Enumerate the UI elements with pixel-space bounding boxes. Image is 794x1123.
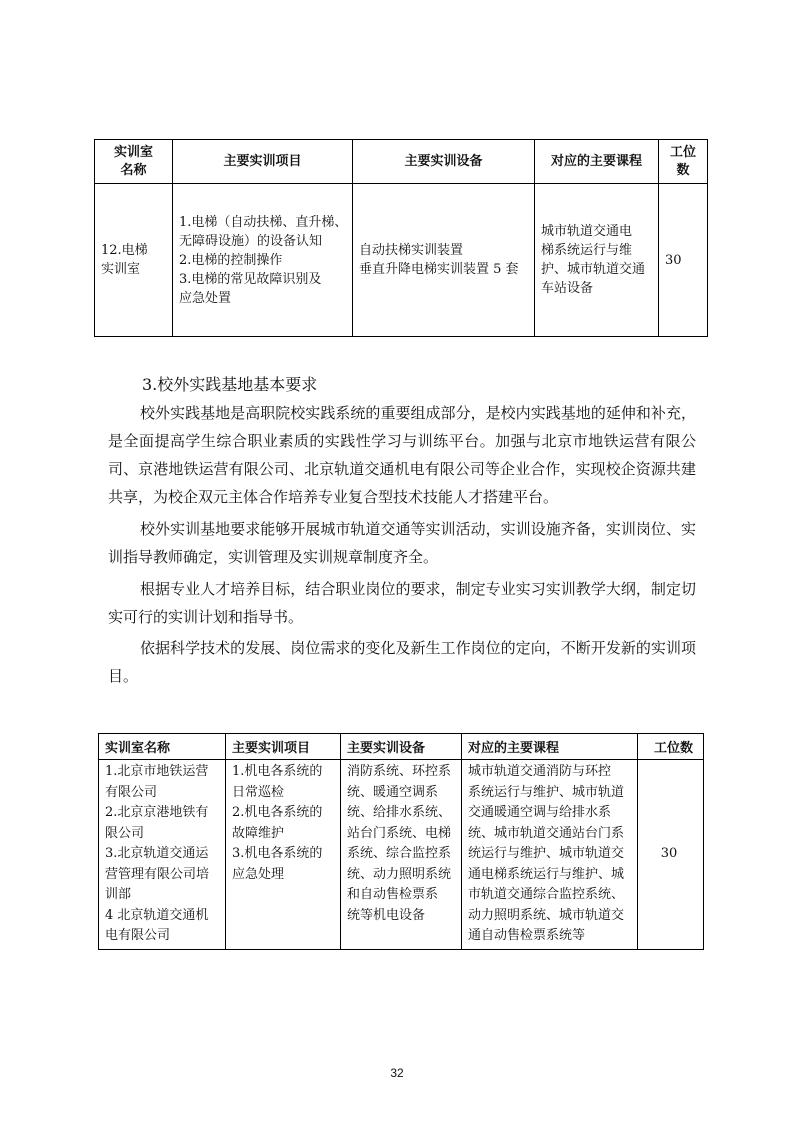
header-courses: 对应的主要课程 — [462, 734, 638, 760]
cell-companies: 1.北京市地铁运营 有限公司 2.北京京港地铁有 限公司 3.北京轨道交通运 营管理有限公司培 训部 4 北京轨道交通机 电有限公司 — [99, 760, 226, 950]
header-stations: 工位 数 — [659, 140, 708, 184]
header-lab-name: 实训室名称 — [99, 734, 226, 760]
cell-courses: 城市轨道交通消防与环控 系统运行与维护、城市轨道 交通暖通空调与给排水系 统、城市轨道交通站台门系 统运行与维护、城市轨道交 通电梯系统运行与维护、城 市轨道交通综合监控系统、 动力照明系统、城市轨道交 通自动售检票系统等 — [462, 760, 638, 950]
cell-equipment: 自动扶梯实训装置 垂直升降电梯实训装置 5 套 — [353, 184, 535, 337]
section-heading: 3.校外实践基地基本要求 — [142, 375, 318, 394]
table-row — [95, 184, 708, 337]
table-header-row — [99, 734, 704, 760]
cell-courses: 城市轨道交通电 梯系统运行与维 护、城市轨道交通 车站设备 — [535, 184, 659, 337]
table-row — [99, 760, 704, 950]
cell-projects: 1.机电各系统的 日常巡检 2.机电各系统的 故障维护 3.机电各系统的 应急处理 — [226, 760, 341, 950]
header-stations: 工位数 — [638, 734, 704, 760]
header-lab-name: 实训室 名称 — [95, 140, 173, 184]
header-training-equipment: 主要实训设备 — [353, 140, 535, 184]
cell-lab-name: 12.电梯 实训室 — [95, 184, 173, 337]
cell-equipment: 消防系统、环控系 统、暖通空调系 统、给排水系统、 站台门系统、电梯 系统、综合监控系 统、动力照明系统 和自动售检票系 统等机电设备 — [341, 760, 462, 950]
lab-table-1 — [94, 139, 708, 337]
external-base-table — [98, 733, 704, 950]
page-number: 32 — [390, 1066, 404, 1080]
paragraph: 依据科学技术的发展、岗位需求的变化及新生工作岗位的定向，不断开发新的实训项目。 — [108, 639, 696, 685]
cell-projects: 1.电梯（自动扶梯、直升梯、 无障碍设施）的设备认知 2.电梯的控制操作 3.电梯的常见故障识别及 应急处置 — [173, 184, 353, 337]
header-training-projects: 主要实训项目 — [173, 140, 353, 184]
table-header-row — [95, 140, 708, 184]
paragraph: 根据专业人才培养目标，结合职业岗位的要求，制定专业实习实训教学大纲，制定切实可行的实训计划和指导书。 — [108, 580, 696, 626]
paragraph: 校外实践基地是高职院校实践系统的重要组成部分，是校内实践基地的延伸和补充，是全面提高学生综合职业素质的实践性学习与训练平台。加强与北京市地铁运营有限公司、京港地铁运营有限公司、北京轨道交通机电有限公司等企业合作，实现校企资源共建共享，为校企双元主体合作培养专业复合型技术技能人才搭建平台。 — [108, 404, 696, 506]
header-training-equipment: 主要实训设备 — [341, 734, 462, 760]
cell-stations: 30 — [659, 184, 708, 337]
header-courses: 对应的主要课程 — [535, 140, 659, 184]
cell-stations: 30 — [638, 760, 704, 950]
paragraph: 校外实训基地要求能够开展城市轨道交通等实训活动，实训设施齐备，实训岗位、实训指导教师确定，实训管理及实训规章制度齐全。 — [108, 520, 696, 566]
header-training-projects: 主要实训项目 — [226, 734, 341, 760]
